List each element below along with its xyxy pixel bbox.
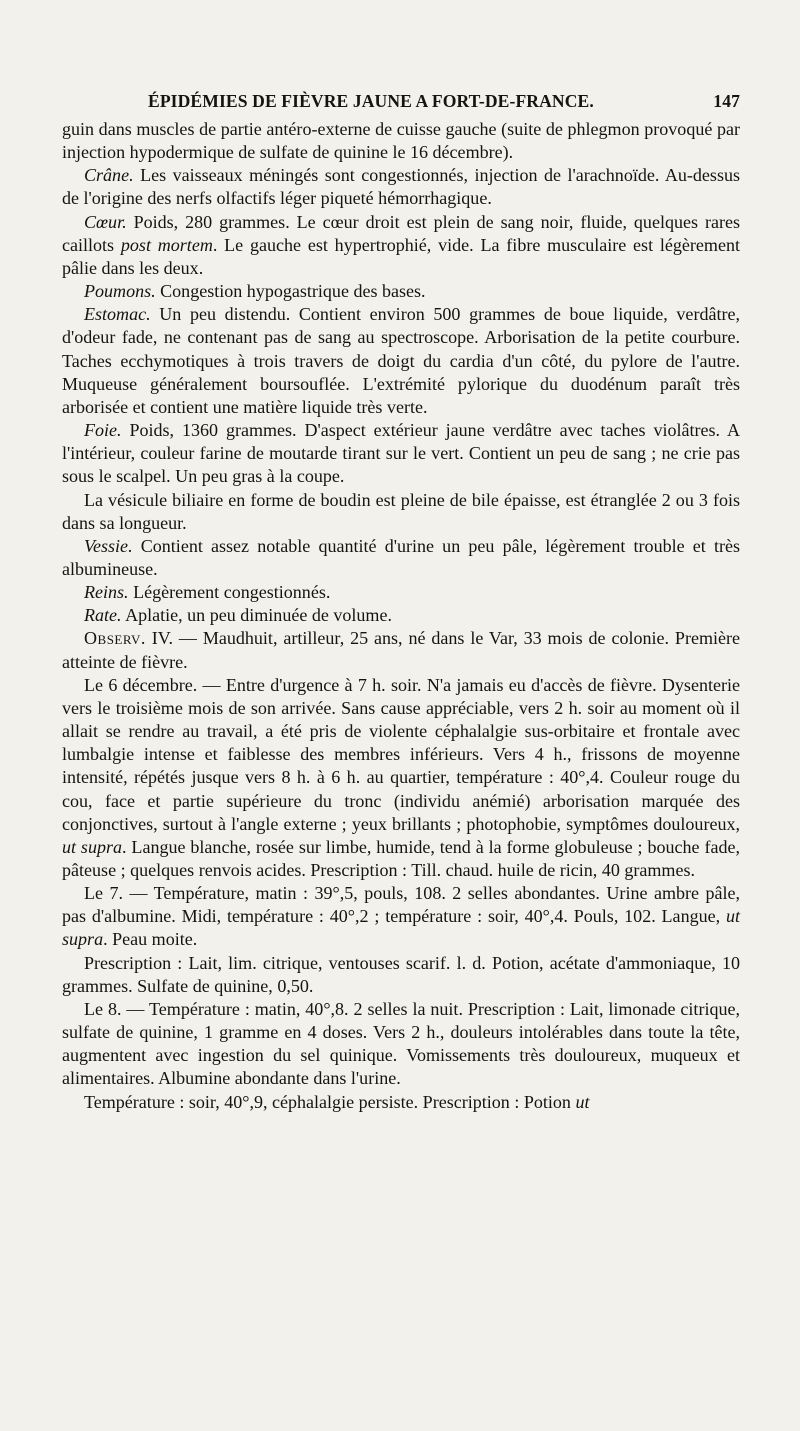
paragraph: [62, 627, 740, 673]
paragraph: [62, 303, 740, 419]
italic-text: Cœur.: [84, 211, 127, 232]
text-run: Prescription : Lait, lim. citrique, ventouses scarif. l. d. Potion, acétate d'ammoniaque, 10 grammes. Sulfate de quinine, 0,50.: [62, 952, 740, 996]
text-run: Le 8. — Température : matin, 40°,8. 2 selles la nuit. Prescription : Lait, limonade citrique, sulfate de quinine, 1 gramme en 4 doses. Vers 2 h., douleurs intolérables dans toute la tête, augmentent avec ingestion du sel quinique. Vomissements très douloureux, muqueux et alimentaires. Albumine abondante dans l'urine.: [62, 998, 740, 1089]
text-run: Les vaisseaux méningés sont congestionnés, injection de l'arachnoïde. Au-dessus de l'origine des nerfs olfactifs léger piqueté hémorrhagique.: [62, 165, 740, 209]
smallcaps-text: Observ.: [84, 628, 146, 649]
text-run: Un peu distendu. Contient environ 500 grammes de boue liquide, verdâtre, d'odeur fade, ne contenant pas de sang au spectroscope. Arborisation de la petite courbure. Taches ecchymotiques à trois travers de doigt du cardia d'un côté, du pylore de l'autre. Muqueuse généralement boursouflée. L'extrémité pylorique du duodénum paraît très arborisée et contient une matière liquide très verte.: [62, 304, 740, 417]
text-run: Le 6 décembre. — Entre d'urgence à 7 h. soir. N'a jamais eu d'accès de fièvre. Dysenterie vers le troisième mois de son arrivée. Sans cause appréciable, vers 2 h. soir au moment où il allait se rendre au travail, a été pris de violente céphalalgie sus-orbitaire et frontale avec lumbalgie intense et faiblesse des membres inférieurs. Vers 4 h., frissons de moyenne intensité, répétés jusque vers 8 h. à 6 h. au quartier, température : 40°,4. Couleur rouge du cou, face et partie supérieure du tronc (individu anémié) arborisation marquée des conjonctives, surtout à l'angle externe ; yeux brillants ; photophobie, symptômes douloureux,: [62, 674, 740, 834]
text-run: La vésicule biliaire en forme de boudin est pleine de bile épaisse, est étranglée 2 ou 3 fois dans sa longueur.: [62, 489, 740, 533]
italic-text: Crâne.: [84, 165, 134, 186]
text-run: Légèrement congestionnés.: [128, 582, 331, 603]
running-header: [62, 86, 740, 116]
paragraph: [62, 164, 740, 210]
paragraph: [62, 489, 740, 535]
paragraph: [62, 118, 740, 164]
italic-text: Vessie.: [84, 535, 133, 556]
italic-text: Estomac.: [84, 304, 151, 325]
text-run: . Le gauche est hypertrophié, vide. La fibre musculaire est légèrement pâlie dans les deux.: [62, 234, 740, 278]
paragraph: [62, 674, 740, 882]
text-run: . Peau moite.: [103, 929, 198, 950]
paragraph: [62, 581, 740, 604]
paragraph: [62, 998, 740, 1091]
text-run: Température : soir, 40°,9, céphalalgie persiste. Prescription : Potion: [84, 1091, 576, 1112]
text-run: . Langue blanche, rosée sur limbe, humide, tend à la forme globuleuse ; bouche fade, pâteuse ; quelques renvois acides. Prescription : Till. chaud. huile de ricin, 40 grammes.: [62, 836, 740, 880]
page-number: 147: [713, 91, 740, 111]
text-run: Contient assez notable quantité d'urine un peu pâle, légèrement trouble et très albumineuse.: [62, 535, 740, 579]
italic-text: ut: [575, 1091, 590, 1112]
italic-text: ut supra: [62, 836, 123, 857]
italic-text: Reins.: [84, 582, 129, 603]
paragraph: [62, 535, 740, 581]
running-title: ÉPIDÉMIES DE FIÈVRE JAUNE A FORT-DE-FRANCE.: [148, 91, 594, 111]
italic-text: Rate.: [84, 605, 122, 626]
text-run: Le 7. — Température, matin : 39°,5, pouls, 108. 2 selles abondantes. Urine ambre pâle, pas d'albumine. Midi, température : 40°,2 ; température : soir, 40°,4. Pouls, 102. Langue,: [62, 883, 740, 927]
text-run: guin dans muscles de partie antéro-externe de cuisse gauche (suite de phlegmon provoqué par injection hypodermique de sulfate de quinine le 16 décembre).: [62, 119, 740, 163]
paragraph: [62, 280, 740, 303]
paragraph: [62, 882, 740, 951]
text-run: Poids, 1360 grammes. D'aspect extérieur jaune verdâtre avec taches violâtres. A l'intérieur, couleur farine de moutarde tirant sur le vert. Contient un peu de sang ; ne crie pas sous le scalpel. Un peu gras à la coupe.: [62, 420, 740, 487]
body-text: [62, 118, 740, 1114]
book-page: [62, 86, 740, 1426]
paragraph: [62, 1091, 740, 1114]
italic-text: post mortem: [120, 234, 213, 255]
text-run: Poids, 280 grammes. Le cœur droit est plein de sang noir, fluide, quelques rares caillots: [62, 211, 740, 255]
italic-text: Poumons.: [84, 281, 156, 302]
italic-text: Foie.: [84, 420, 122, 441]
paragraph: [62, 211, 740, 280]
paragraph: [62, 604, 740, 627]
text-run: IV. — Maudhuit, artilleur, 25 ans, né dans le Var, 33 mois de colonie. Première atteinte de fièvre.: [62, 628, 740, 672]
text-run: Congestion hypogastrique des bases.: [155, 281, 426, 302]
paragraph: [62, 419, 740, 488]
text-run: Aplatie, un peu diminuée de volume.: [121, 605, 392, 626]
italic-text: ut supra: [62, 906, 740, 950]
paragraph: [62, 952, 740, 998]
